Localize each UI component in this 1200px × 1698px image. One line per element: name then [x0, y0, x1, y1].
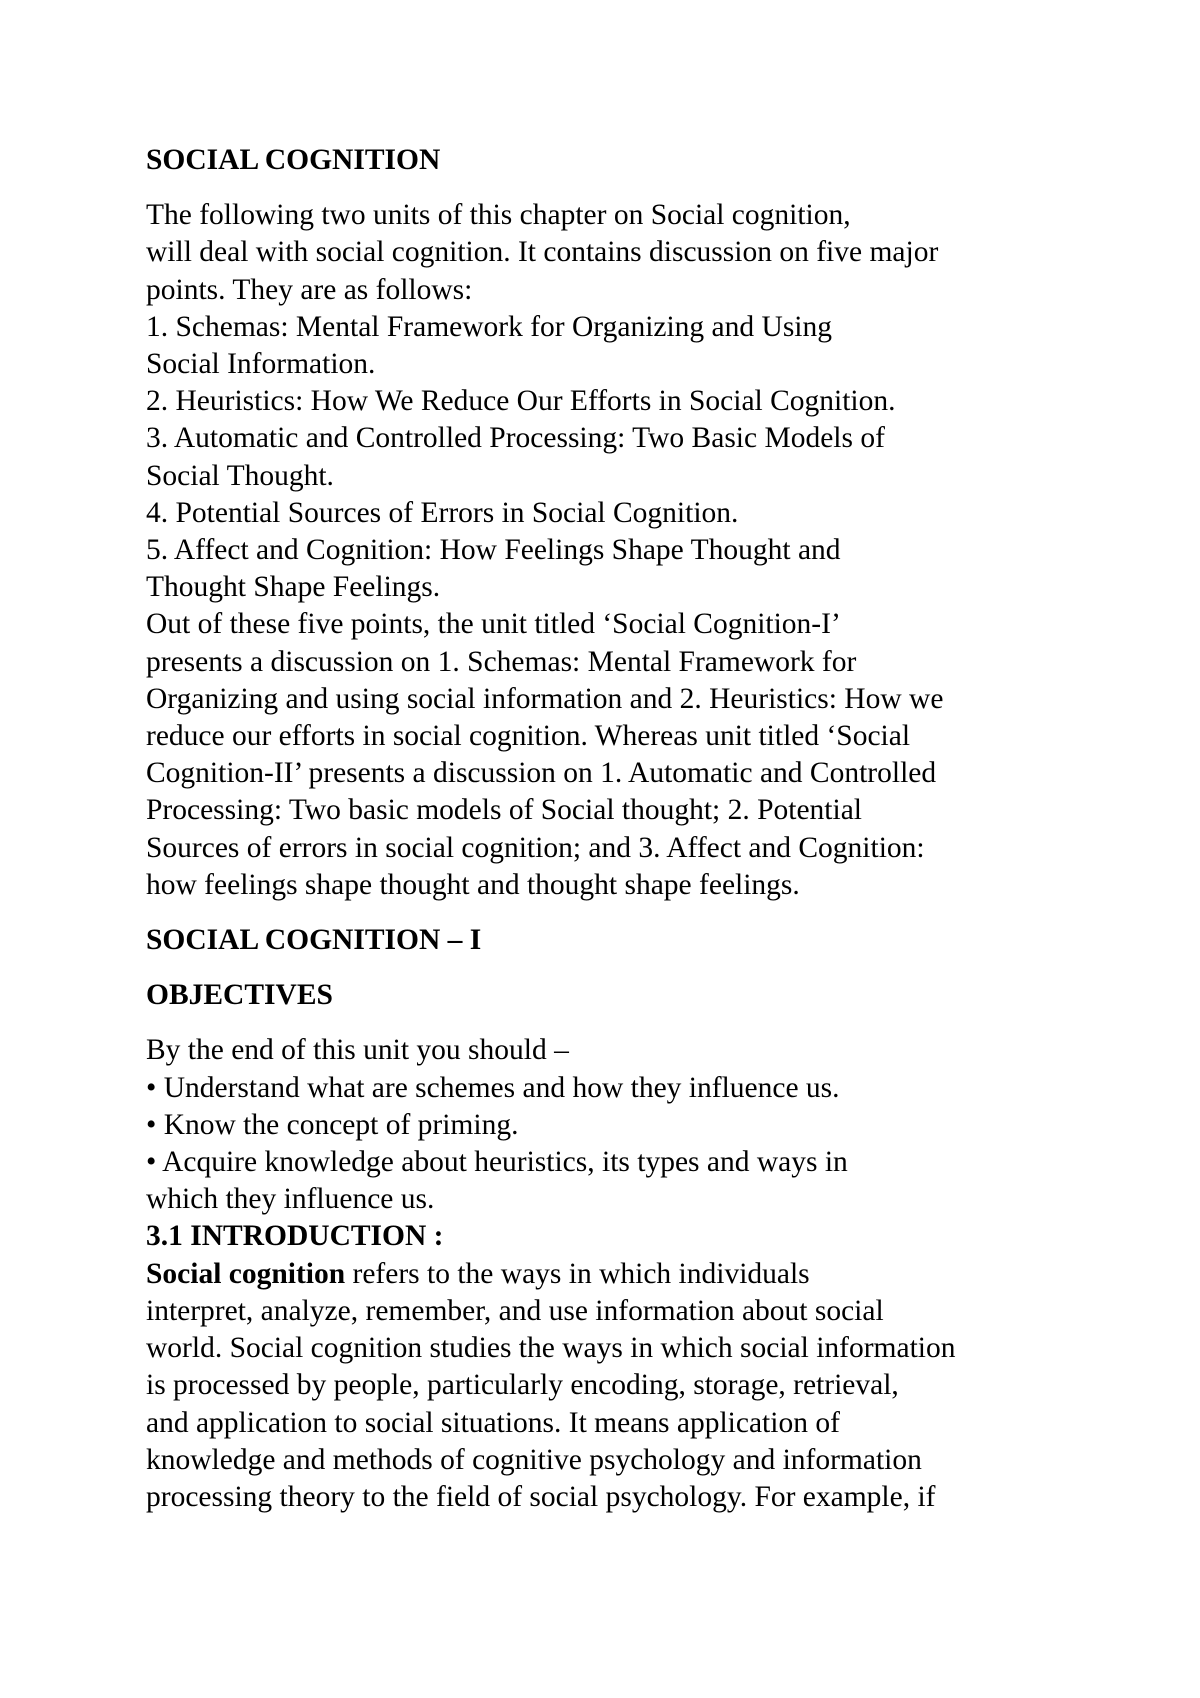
- text-line: points. They are as follows:: [146, 273, 473, 306]
- text-line: will deal with social cognition. It contains discussion on five major: [146, 236, 939, 269]
- introduction-paragraph: [146, 1256, 1106, 1516]
- list-item-2: 2. Heuristics: How We Reduce Our Efforts in Social Cognition.: [146, 385, 896, 418]
- intro-paragraph: [146, 197, 1106, 904]
- bold-term: Social cognition: [146, 1257, 346, 1290]
- text-line: Sources of errors in social cognition; and 3. Affect and Cognition:: [146, 831, 925, 864]
- text-line: presents a discussion on 1. Schemas: Mental Framework for: [146, 645, 857, 678]
- objective-item: • Know the concept of priming.: [146, 1108, 519, 1141]
- text-line: interpret, analyze, remember, and use information about social: [146, 1294, 884, 1327]
- objectives-heading: OBJECTIVES: [146, 979, 333, 1012]
- list-item-5-cont: Thought Shape Feelings.: [146, 571, 441, 604]
- list-item-3-cont: Social Thought.: [146, 459, 334, 492]
- text-line: is processed by people, particularly encoding, storage, retrieval,: [146, 1369, 899, 1402]
- text-line: how feelings shape thought and thought shape feelings.: [146, 868, 800, 901]
- text-line: knowledge and methods of cognitive psychology and information: [146, 1443, 922, 1476]
- text-line: reduce our efforts in social cognition. Whereas unit titled ‘Social: [146, 720, 911, 753]
- text-line: processing theory to the field of social psychology. For example, if: [146, 1480, 936, 1513]
- list-item-5: 5. Affect and Cognition: How Feelings Shape Thought and: [146, 534, 841, 567]
- list-item-3: 3. Automatic and Controlled Processing: Two Basic Models of: [146, 422, 885, 455]
- text-line: and application to social situations. It means application of: [146, 1406, 840, 1439]
- text-line: Organizing and using social information and 2. Heuristics: How we: [146, 682, 944, 715]
- text-line: By the end of this unit you should –: [146, 1034, 569, 1067]
- list-item-1: 1. Schemas: Mental Framework for Organizing and Using: [146, 310, 833, 343]
- objective-item: • Understand what are schemes and how they influence us.: [146, 1071, 840, 1104]
- list-item-1-cont: Social Information.: [146, 348, 376, 381]
- document-page: [146, 142, 1106, 1516]
- objective-item: • Acquire knowledge about heuristics, its types and ways in: [146, 1146, 848, 1179]
- text-line: Out of these five points, the unit titled ‘Social Cognition-I’: [146, 608, 841, 641]
- text-run: refers to the ways in which individuals: [345, 1257, 810, 1290]
- list-item-4: 4. Potential Sources of Errors in Social Cognition.: [146, 496, 739, 529]
- objective-item-cont: which they influence us.: [146, 1183, 435, 1216]
- text-line: Cognition-II’ presents a discussion on 1. Automatic and Controlled: [146, 757, 937, 790]
- section-heading: 3.1 INTRODUCTION :: [146, 1220, 444, 1253]
- text-line: [146, 1256, 1106, 1293]
- text-line: world. Social cognition studies the ways in which social information: [146, 1332, 956, 1365]
- objectives-list: [146, 1032, 1106, 1218]
- text-line: The following two units of this chapter on Social cognition,: [146, 199, 851, 232]
- text-line: Processing: Two basic models of Social thought; 2. Potential: [146, 794, 862, 827]
- document-title: SOCIAL COGNITION: [146, 144, 441, 176]
- unit-heading: SOCIAL COGNITION – I: [146, 924, 482, 957]
